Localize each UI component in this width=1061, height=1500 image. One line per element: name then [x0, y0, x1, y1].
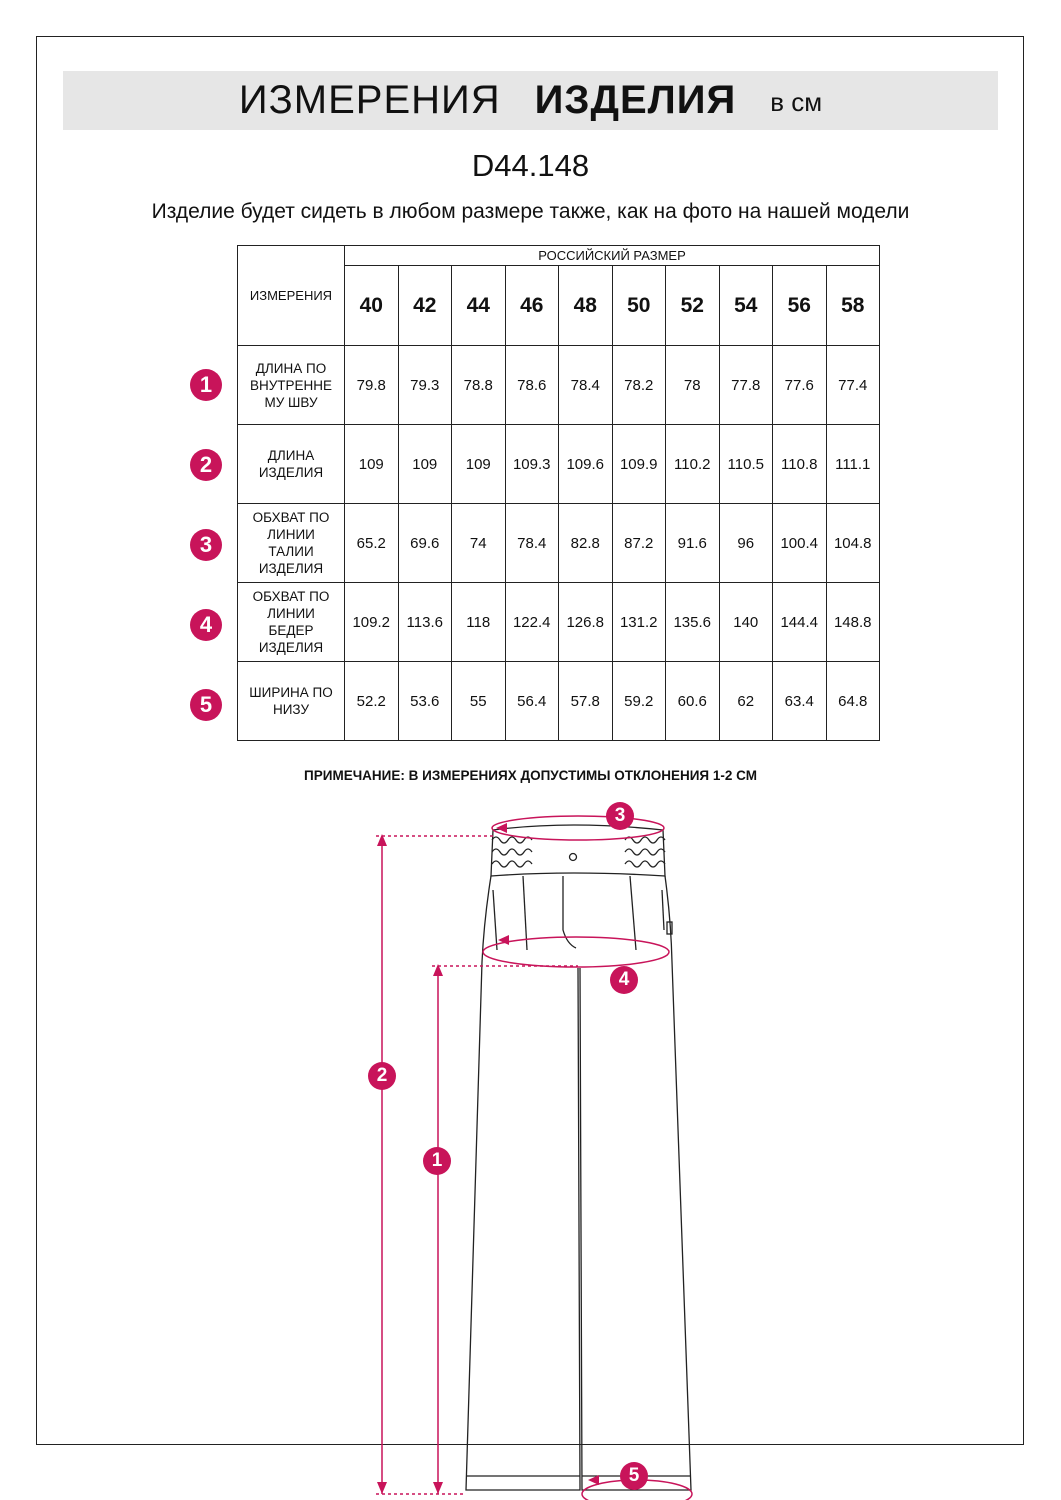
row-label-line: ИЗДЕЛИЯ — [258, 640, 324, 655]
table-cell: 74 — [452, 504, 506, 583]
table-cell: 110.8 — [773, 425, 827, 504]
size-header-48: 48 — [559, 266, 613, 346]
table-cell: 110.5 — [719, 425, 773, 504]
table-cell: 131.2 — [612, 583, 666, 662]
table-cell: 96 — [719, 504, 773, 583]
table-cell: 118 — [452, 583, 506, 662]
size-header-44: 44 — [452, 266, 506, 346]
table-cell: 78 — [666, 346, 720, 425]
row-label-line: ОБХВАТ ПО — [252, 589, 330, 604]
size-header-42: 42 — [398, 266, 452, 346]
table-cell: 78.2 — [612, 346, 666, 425]
table-cell: 109.2 — [345, 583, 399, 662]
row-number-badge: 3 — [190, 529, 222, 561]
table-cell: 79.3 — [398, 346, 452, 425]
article-number: D44.148 — [471, 148, 590, 183]
row-number-badge: 5 — [190, 689, 222, 721]
table-cell: 55 — [452, 662, 506, 741]
size-header-52: 52 — [666, 266, 720, 346]
size-header-56: 56 — [773, 266, 827, 346]
row-number-badge: 1 — [190, 369, 222, 401]
table-cell: 77.6 — [773, 346, 827, 425]
row-label-line: НИЗУ — [272, 702, 310, 717]
row-label-line: ТАЛИИ — [268, 544, 314, 559]
table-cell: 65.2 — [345, 504, 399, 583]
row-number-badge: 4 — [190, 609, 222, 641]
table-cell: 144.4 — [773, 583, 827, 662]
table-cell: 109.3 — [505, 425, 559, 504]
row-label-line: ЛИНИИ — [267, 527, 315, 542]
table-cell: 60.6 — [666, 662, 720, 741]
table-cell: 104.8 — [826, 504, 880, 583]
row-label-line: ИЗДЕЛИЯ — [258, 465, 324, 480]
table-cell: 135.6 — [666, 583, 720, 662]
table-cell: 78.4 — [505, 504, 559, 583]
table-cell: 52.2 — [345, 662, 399, 741]
table-cell: 77.4 — [826, 346, 880, 425]
measurements-header: ИЗМЕРЕНИЯ — [238, 246, 345, 346]
row-label-line: ШИРИНА ПО — [249, 685, 333, 700]
table-cell: 64.8 — [826, 662, 880, 741]
table-cell: 109 — [345, 425, 399, 504]
table-cell: 113.6 — [398, 583, 452, 662]
diagram-marker-badge: 4 — [610, 966, 638, 994]
table-cell: 109 — [398, 425, 452, 504]
row-label-line: ЛИНИИ — [267, 606, 315, 621]
table-cell: 87.2 — [612, 504, 666, 583]
table-cell: 82.8 — [559, 504, 613, 583]
table-cell: 109.6 — [559, 425, 613, 504]
diagram-marker-badge: 1 — [423, 1147, 451, 1175]
table-cell: 109 — [452, 425, 506, 504]
table-cell: 110.2 — [666, 425, 720, 504]
row-label-line: ВНУТРЕННЕ — [249, 377, 333, 393]
title-main: ИЗМЕРЕНИЯ — [238, 78, 501, 122]
table-cell: 109.9 — [612, 425, 666, 504]
row-number-badge: 2 — [190, 449, 222, 481]
row-label-line: ДЛИНА — [267, 448, 315, 463]
table-cell: 69.6 — [398, 504, 452, 583]
measure-arrowheads — [377, 823, 599, 1494]
table-cell: 78.6 — [505, 346, 559, 425]
size-header-58: 58 — [826, 266, 880, 346]
table-cell: 56.4 — [505, 662, 559, 741]
row-label-line: ИЗДЕЛИЯ — [258, 561, 324, 576]
diagram-marker-badge: 3 — [606, 802, 634, 830]
table-cell: 63.4 — [773, 662, 827, 741]
size-header-54: 54 — [719, 266, 773, 346]
size-header-40: 40 — [345, 266, 399, 346]
table-cell: 148.8 — [826, 583, 880, 662]
table-cell: 78.4 — [559, 346, 613, 425]
subtitle: Изделие будет сидеть в любом размере также, как на фото на нашей модели — [151, 200, 910, 223]
pants-outline — [466, 825, 691, 1490]
row-label-line: ОБХВАТ ПО — [252, 510, 330, 525]
table-cell: 78.8 — [452, 346, 506, 425]
table-cell: 91.6 — [666, 504, 720, 583]
size-header-50: 50 — [612, 266, 666, 346]
table-cell: 100.4 — [773, 504, 827, 583]
table-cell: 57.8 — [559, 662, 613, 741]
table-cell: 77.8 — [719, 346, 773, 425]
table-cell: 126.8 — [559, 583, 613, 662]
diagram-marker-badge: 5 — [620, 1462, 648, 1490]
size-header-46: 46 — [505, 266, 559, 346]
table-cell: 140 — [719, 583, 773, 662]
table-cell: 62 — [719, 662, 773, 741]
table-cell: 79.8 — [345, 346, 399, 425]
table-cell: 59.2 — [612, 662, 666, 741]
row-label-line: БЕДЕР — [268, 623, 314, 638]
title-unit: в см — [770, 87, 823, 117]
row-label-line: ДЛИНА ПО — [255, 360, 327, 376]
table-cell: 53.6 — [398, 662, 452, 741]
table-cell: 111.1 — [826, 425, 880, 504]
size-system-header: РОССИЙСКИЙ РАЗМЕР — [345, 246, 880, 266]
row-label-line: МУ ШВУ — [264, 394, 318, 410]
diagram-marker-badge: 2 — [368, 1062, 396, 1090]
table-cell: 122.4 — [505, 583, 559, 662]
note: ПРИМЕЧАНИЕ: В ИЗМЕРЕНИЯХ ДОПУСТИМЫ ОТКЛОНЕНИЯ 1-2 СМ — [304, 768, 757, 783]
title-bold: ИЗДЕЛИЯ — [534, 78, 737, 122]
